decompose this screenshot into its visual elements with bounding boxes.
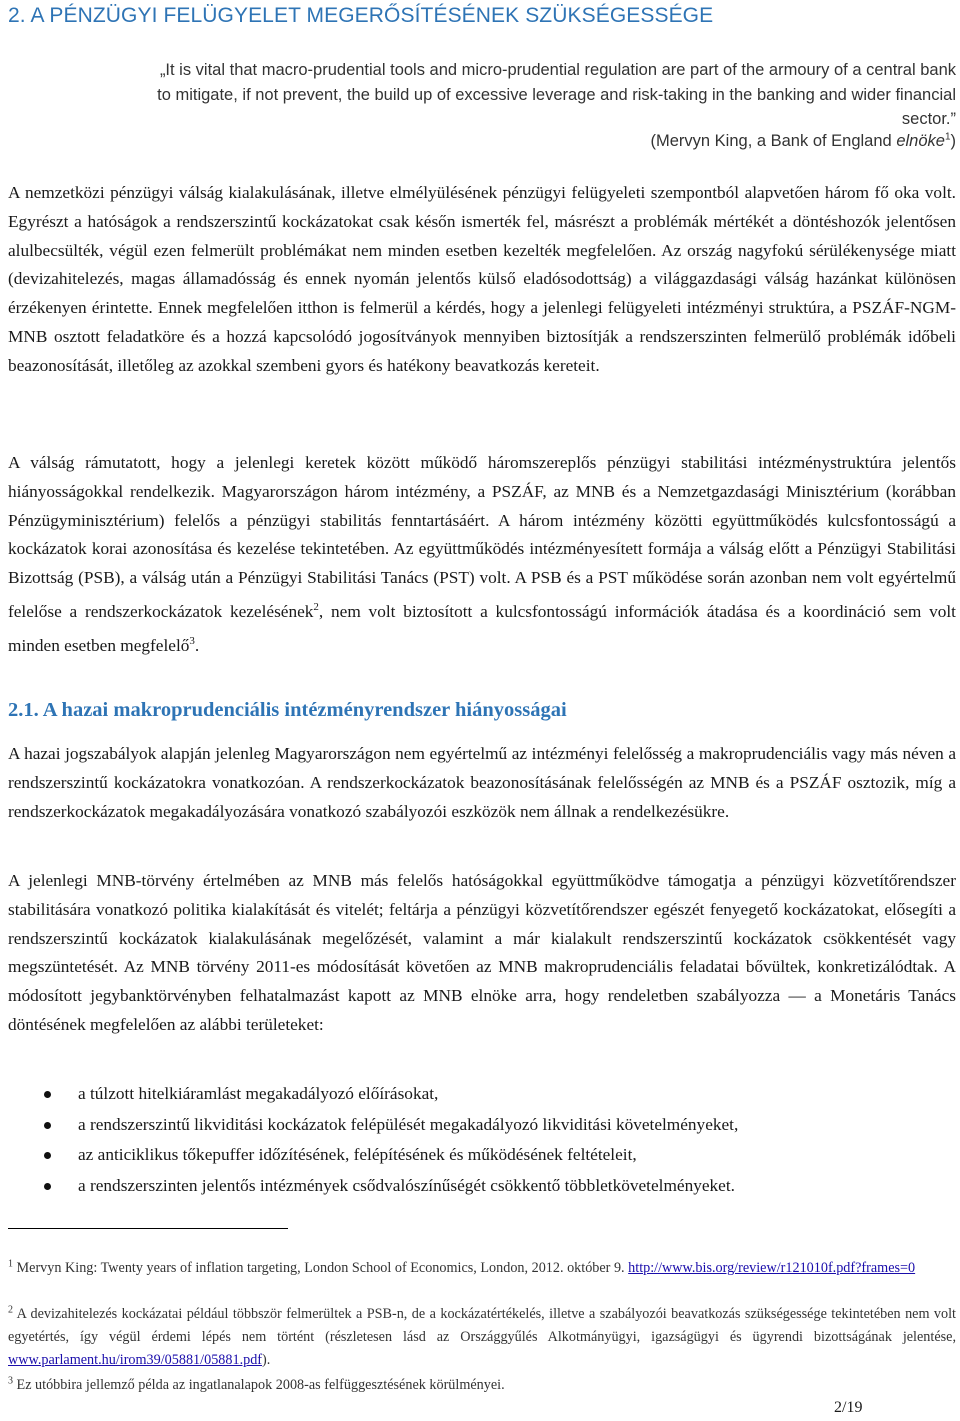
list-item-text: a rendszerszintű likviditási kockázatok felépülését megakadályozó likviditási követelményeket, <box>78 1114 739 1134</box>
footnote-number: 2 <box>8 1304 13 1316</box>
section-heading: 2. A PÉNZÜGYI FELÜGYELET MEGERŐSÍTÉSÉNEK SZÜKSÉGESSÉGE <box>8 4 714 27</box>
footnote-ref-3[interactable]: 3 <box>189 634 195 647</box>
paragraph-text: A válság rámutatott, hogy a jelenlegi keretek között működő háromszereplős pénzügyi stabilitási intézménystruktúra jelentős hiányosságokkal rendelkezik. Magyarországon három intézmény, a PSZÁF, az MNB és a Nemzetgazdasági Minisztérium (korábban Pénzügyminisztérium) felelős a pénzügyi stabilitás fenntartásáért. A három intézmény közötti együttműködés kulcsfontosságú a kockázatok korai azonosítása és kezelése tekintetében. Az együttműködés intézményesített formája a válság előtt a Pénzügyi Stabilitási Bizottság (PSB), a válság után a Pénzügyi Stabilitási Tanács (PST) volt. A PSB és a PST működése során azonban nem volt egyértelmű felelőse a rendszerkockázatok kezelésének <box>8 453 956 621</box>
footnote-1 <box>8 1257 956 1280</box>
list-item-text: a túlzott hitelkiáramlást megakadályozó előírásokat, <box>78 1084 439 1103</box>
paragraph-crisis-causes: A nemzetközi pénzügyi válság kialakulásának, illetve elmélyülésének pénzügyi felügyeleti szempontból alapvetően három fő oka volt. Egyrészt a hatóságok a rendszerszintű kockázatokat csak későn ismerték fel, másrészt a problémák mértékét a döntéshozók jelentősen alulbecsülték, végül ezen felmerült problémákat nem minden esetben kezelték megfelelően. Az ország nagyfokú sérülékenysége miatt (devizahitelezés, magas államadósság és ennek nyomán jelentős külső eladósodottság) a világgazdasági válság hazánkat különösen érzékenyen érintette. Ennek megfelelően itthon is felmerül a kérdés, hogy a jelenlegi felügyeleti intézményi struktúra, a PSZÁF-NGM-MNB osztott feladatköre és a hozzá kapcsolódó jogosítványok mennyiben biztosítják a rendszerszinten felmerülő problémák időbeli beazonosítását, illetőleg az azokkal szembeni gyors és hatékony beavatkozás kereteit. <box>8 183 956 375</box>
attribution-suffix: ) <box>950 132 956 150</box>
footnote-text-end: ). <box>262 1351 271 1368</box>
footnote-text: Ez utóbbira jellemző példa az ingatlanalapok 2008-as felfüggesztésének körülményei. <box>13 1377 505 1393</box>
list-item <box>0 1110 960 1141</box>
paragraph-text: . <box>194 635 200 655</box>
paragraph-institutional-structure <box>8 449 956 660</box>
footnote-text: Mervyn King: Twenty years of inflation targeting, London School of Economics, London, 2012. október 9. <box>13 1260 629 1276</box>
footnote-3 <box>8 1374 956 1397</box>
attribution-role: elnöke <box>896 132 945 150</box>
footnote-ref-2[interactable]: 2 <box>313 600 319 613</box>
bullet-icon <box>44 1091 51 1098</box>
footnote-link[interactable]: www.parlament.hu/irom39/05881/05881.pdf <box>8 1351 263 1368</box>
bullet-icon <box>44 1152 51 1159</box>
footnote-link[interactable]: http://www.bis.org/review/r121010f.pdf?frames=0 <box>628 1260 916 1276</box>
list-item <box>0 1171 960 1202</box>
paragraph-legal-basis: A hazai jogszabályok alapján jelenleg Magyarországon nem egyértelmű az intézményi felelősség a makroprudenciális vagy más néven a rendszerszintű kockázatokra vonatkozóan. A rendszerkockázatok beazonosításának felelősségén az MNB és a PSZÁF osztozik, míg a rendszerkockázatok megakadályozására vonatkozó szabályozói eszközök nem állnak a rendelkezésükre. <box>8 744 956 821</box>
paragraph-text: , nem volt biztosított a kulcsfontosságú információk átadása és a koordináció sem volt minden esetben megfelelő <box>8 601 956 655</box>
footnote-ref-1[interactable]: 1 <box>944 131 951 143</box>
quote-attribution <box>651 132 957 151</box>
footnote-2 <box>8 1303 956 1371</box>
footnote-separator <box>8 1228 288 1229</box>
list-item <box>0 1079 960 1110</box>
page-number: 2/19 <box>834 1399 863 1416</box>
list-item <box>0 1140 960 1171</box>
bullet-icon <box>44 1183 51 1190</box>
regulation-areas-list <box>0 1079 960 1201</box>
paragraph-mnb-law: A jelenlegi MNB-törvény értelmében az MNB más felelős hatóságokkal együttműködve támogatja a pénzügyi közvetítőrendszer stabilitására vonatkozó politika kialakítását és vitelét; feltárja a pénzügyi közvetítőrendszer egészét fenyegető kockázatokat, elősegíti a rendszerszintű kockázatok kialakulásának megelőzését, valamint a már kialakult rendszerszintű kockázatok csökkentését vagy megszüntetését. Az MNB törvény 2011-es módosítását követően az MNB makroprudenciális feladatai bővültek, konkretizálódtak. A módosított jegybanktörvényben felhatalmazást kapott az MNB elnöke arra, hogy rendeletben szabályozza — a Monetáris Tanács döntésének megfelelően az alábbi területeket: <box>8 871 956 1034</box>
list-item-text: a rendszerszinten jelentős intézmények csődvalószínűségét csökkentő többletkövetelményeket. <box>78 1175 735 1195</box>
epigraph-quote: „It is vital that macro-prudential tools and micro-prudential regulation are part of the armoury of a central bank to mitigate, if not prevent, the build up of excessive leverage and risk-taking in the banking and wider financial sector.” <box>157 61 956 128</box>
bullet-icon <box>44 1122 51 1129</box>
subsection-heading: 2.1. A hazai makroprudenciális intézményrendszer hiányosságai <box>8 699 567 721</box>
attribution-prefix: (Mervyn King, a Bank of England <box>650 132 897 150</box>
footnote-text: A devizahitelezés kockázatai például többször felmerültek a PSB-n, de a kockázatértékelés, illetve a szabályozói beavatkozás szükségessége tekintetében nem volt egyetértés, így végül érdemi lépés nem történt (részletesen lásd az Országgyűlés Alkotmányügyi, igazságügyi és ügyrendi bizottságának jelentése, <box>8 1306 956 1345</box>
footnote-number: 1 <box>8 1258 13 1270</box>
footnote-number: 3 <box>8 1375 13 1387</box>
list-item-text: az anticiklikus tőkepuffer időzítésének, felépítésének és működésének feltételeit, <box>78 1145 637 1164</box>
